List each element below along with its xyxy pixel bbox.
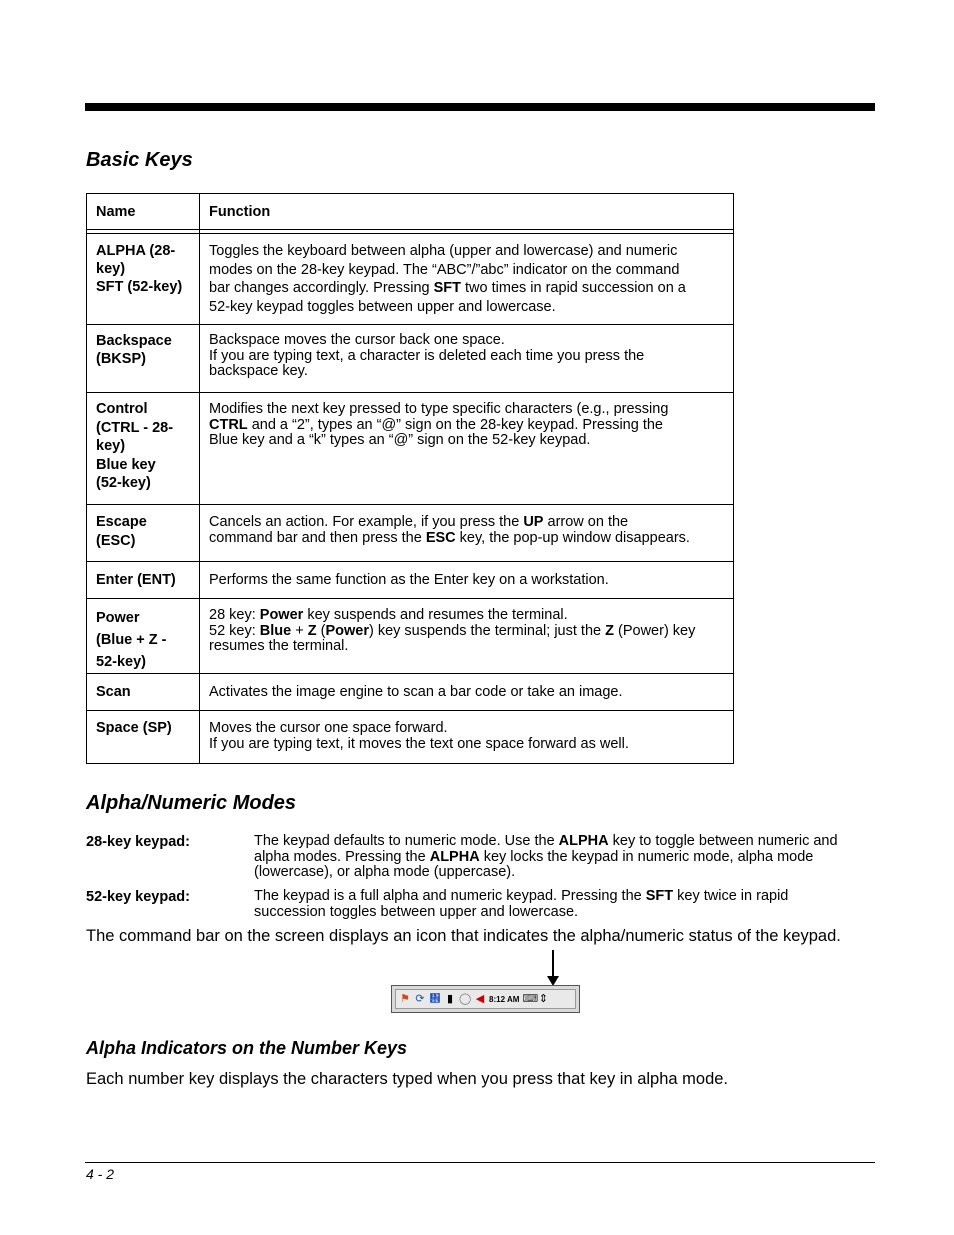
row-function-line: backspace key. — [209, 363, 308, 379]
row-function-line: 52-key keypad toggles between upper and lowercase. — [209, 298, 556, 315]
term-28-key: 28-key keypad: — [86, 834, 190, 850]
alpha-indicators-paragraph: Each number key displays the characters typed when you press that key in alpha mode. — [86, 1070, 729, 1088]
definition-28-key — [254, 834, 874, 881]
row-name-line: Enter (ENT) — [96, 572, 176, 588]
key-name: ESC — [425, 530, 456, 546]
row-name-line: (BKSP) — [96, 351, 146, 367]
basic-keys-table — [86, 193, 734, 764]
row-name-line: Space (SP) — [96, 720, 172, 736]
table-header-row — [87, 194, 734, 230]
def-text: The keypad is a full alpha and numeric keypad. Pressing the — [254, 888, 646, 904]
row-name-line: (ESC) — [96, 533, 136, 549]
table-row — [87, 711, 734, 764]
key-name: Blue — [259, 622, 292, 639]
command-bar-paragraph: The command bar on the screen displays an icon that indicates the alpha/numeric status of the keypad. — [86, 927, 841, 945]
page-number: 4 - 2 — [86, 1166, 115, 1182]
clock-text: 8:12 AM — [489, 994, 520, 1004]
table-row — [87, 505, 734, 562]
pointer-arrow-line — [552, 950, 554, 978]
row-function-text: and a “2”, types an “@” sign on the 28-key keypad. Pressing the — [247, 416, 663, 433]
row-name-line: 52-key) — [96, 654, 146, 670]
row-name-line: Blue key — [96, 456, 156, 473]
header-function: Function — [200, 194, 734, 230]
row-function-text: + — [291, 622, 308, 639]
signal-icon: ▮ — [446, 993, 454, 1005]
sync-icon: ⟳ — [415, 993, 425, 1005]
row-name-line: Backspace — [96, 333, 172, 349]
header-rule — [85, 103, 875, 111]
row-name-line: Escape — [96, 514, 147, 530]
row-function-line: Modifies the next key pressed to type specific characters (e.g., pressing — [209, 401, 669, 417]
header-name: Name — [87, 194, 200, 230]
row-function-text: two times in rapid succession on a — [461, 280, 686, 296]
section-title-alpha-numeric: Alpha/Numeric Modes — [86, 792, 297, 814]
start-icon: ⚑ — [400, 993, 410, 1005]
keyboard-icon: ⌨ — [522, 993, 539, 1005]
table-row — [87, 234, 734, 325]
key-name: ALPHA — [429, 848, 480, 865]
bluetooth-icon: ᎞ — [429, 993, 441, 1005]
row-function-line: If you are typing text, a character is deleted each time you press the — [209, 347, 645, 364]
row-name-line: (Blue + Z - — [96, 632, 167, 648]
row-function-text: ( — [316, 622, 326, 639]
row-function-text: arrow on the — [543, 514, 629, 530]
row-function-line: Backspace moves the cursor back one space. — [209, 332, 505, 348]
def-text: key locks the keypad in numeric mode, alpha mode — [479, 848, 814, 865]
row-function-line: Toggles the keyboard between alpha (upper and lowercase) and numeric — [209, 243, 678, 259]
def-text: The keypad defaults to numeric mode. Use the — [254, 833, 559, 849]
key-name: Power — [325, 622, 369, 639]
row-function-text: command bar and then press the — [209, 530, 426, 546]
row-function-line: Activates the image engine to scan a bar code or take an image. — [209, 684, 623, 700]
key-name: UP — [523, 514, 544, 530]
battery-icon: ◯ — [459, 993, 472, 1005]
key-name: SFT — [645, 888, 674, 904]
power-icon: ◀ — [475, 993, 485, 1005]
footer-rule — [85, 1162, 875, 1163]
row-function-line: Performs the same function as the Enter key on a workstation. — [209, 572, 609, 588]
def-text: key twice in rapid — [673, 888, 789, 904]
key-name: CTRL — [209, 416, 248, 433]
def-text: alpha modes. Pressing the — [254, 848, 430, 865]
table-row — [87, 674, 734, 711]
row-function-line: If you are typing text, it moves the text one space forward as well. — [209, 736, 629, 752]
row-function-text: 52 key: — [209, 622, 260, 639]
row-name-line: key) — [96, 261, 126, 277]
table-row — [87, 562, 734, 599]
key-name: Power — [259, 607, 304, 623]
scroll-icon: ⇕ — [538, 993, 548, 1005]
key-name: Z — [605, 622, 614, 639]
key-name: SFT — [433, 280, 461, 296]
row-function-text: key, the pop-up window disappears. — [455, 530, 690, 546]
row-name-line: ALPHA (28- — [96, 243, 176, 259]
row-name-line: (52-key) — [96, 475, 151, 491]
row-function-line: Blue key and a “k” types an “@” sign on the 52-key keypad. — [209, 432, 591, 448]
command-bar-image — [391, 985, 580, 1013]
row-function-line: resumes the terminal. — [209, 638, 349, 654]
row-name-line: Control — [96, 401, 148, 417]
row-function-text: bar changes accordingly. Pressing — [209, 280, 434, 296]
row-name-line: (CTRL - 28- — [96, 419, 174, 436]
row-name-line: SFT (52-key) — [96, 279, 183, 295]
term-52-key: 52-key keypad: — [86, 889, 190, 905]
table-row — [87, 599, 734, 674]
row-function-text: ) key suspends the terminal; just the — [368, 622, 606, 639]
row-function-line: Moves the cursor one space forward. — [209, 720, 448, 736]
row-function-text: (Power) key — [613, 622, 696, 639]
row-function-text: Cancels an action. For example, if you press the — [209, 514, 524, 530]
definition-52-key — [254, 889, 874, 920]
table-row — [87, 325, 734, 393]
section-title-basic-keys: Basic Keys — [86, 149, 193, 171]
def-text: succession toggles between upper and lowercase. — [254, 903, 579, 920]
def-text: key to toggle between numeric and — [608, 833, 838, 849]
table-row — [87, 393, 734, 505]
key-name: ALPHA — [558, 833, 609, 849]
row-name-line: key) — [96, 438, 126, 454]
row-function-text: 28 key: — [209, 607, 260, 623]
row-function-text: key suspends and resumes the terminal. — [303, 607, 568, 623]
row-name-line: Power — [96, 610, 140, 626]
row-function-line: modes on the 28-key keypad. The “ABC”/”abc” indicator on the command — [209, 261, 680, 278]
row-name-line: Scan — [96, 684, 131, 700]
key-name: Z — [307, 622, 317, 639]
section-title-alpha-indicators: Alpha Indicators on the Number Keys — [86, 1038, 408, 1058]
def-text: (lowercase), or alpha mode (uppercase). — [254, 864, 516, 880]
